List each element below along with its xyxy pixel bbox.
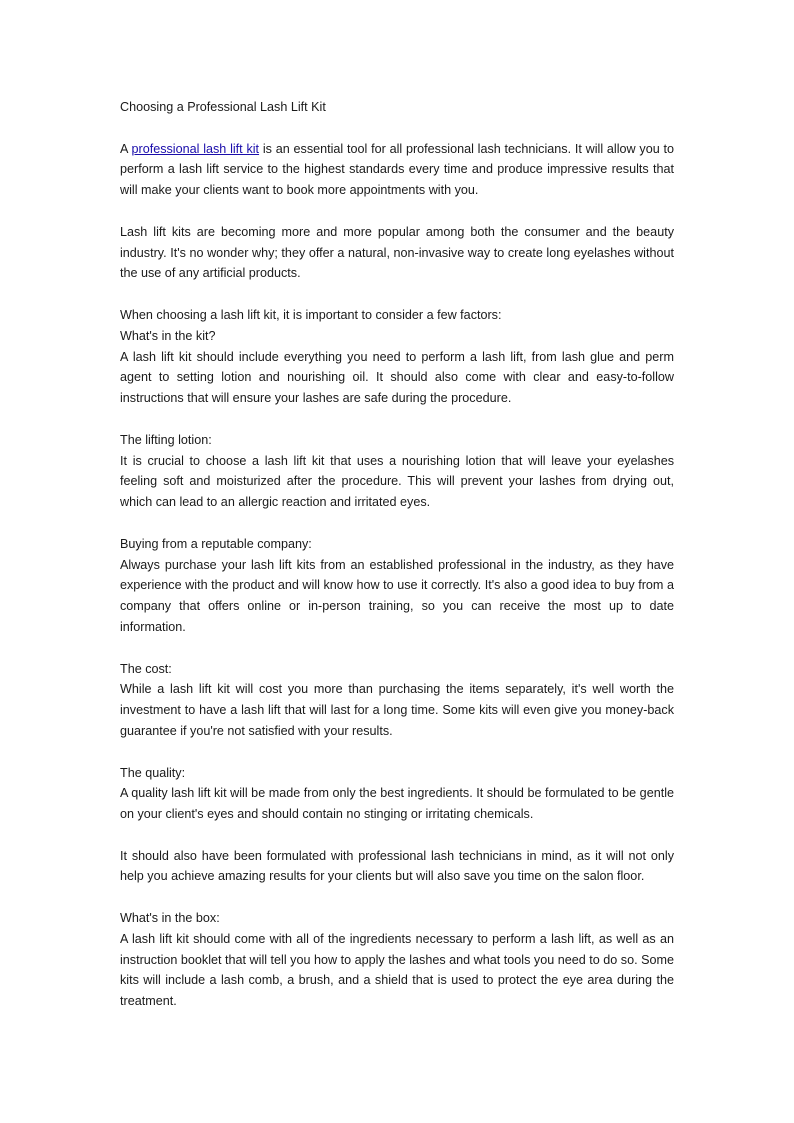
popularity-paragraph: Lash lift kits are becoming more and more popular among both the consumer and the beauty industry. It's no wonder why; they offer a natural, non-invasive way to create long eyelashes without the use of any artificial products.	[120, 224, 674, 281]
section-heading-kit-contents: What's in the kit?	[120, 328, 216, 343]
technicians-paragraph: It should also have been formulated with professional lash technicians in mind, as it will not only help you achieve amazing results for your clients but will also save you time on the salon floor.	[120, 848, 674, 884]
section-heading-reputable-company: Buying from a reputable company:	[120, 536, 312, 551]
spacer	[120, 742, 674, 763]
spacer	[120, 887, 674, 908]
section-body-cost: While a lash lift kit will cost you more than purchasing the items separately, it's well worth the investment to have a lash lift that will last for a long time. Some kits will even give you money-back guarantee if you're not satisfied with your results.	[120, 682, 674, 738]
section-heading-lifting-lotion: The lifting lotion:	[120, 432, 212, 447]
professional-lash-lift-kit-link[interactable]: professional lash lift kit	[131, 141, 260, 156]
section-body-kit-contents: A lash lift kit should include everything you need to perform a lash lift, from lash glue and perm agent to setting lotion and nourishing oil. It should also come with clear and easy-to-follow instructions that will ensure your lashes are safe during the procedure.	[120, 349, 674, 406]
section-heading-cost: The cost:	[120, 661, 172, 676]
spacer	[120, 409, 674, 430]
factors-intro: When choosing a lash lift kit, it is important to consider a few factors:	[120, 307, 502, 322]
spacer	[120, 118, 674, 139]
section-body-lifting-lotion: It is crucial to choose a lash lift kit that uses a nourishing lotion that will leave your eyelashes feeling soft and moisturized after the procedure. This will prevent your lashes from drying out, which can lead to an allergic reaction and irritated eyes.	[120, 453, 674, 510]
section-body-reputable-company: Always purchase your lash lift kits from an established professional in the industry, as they have experience with the product and will know how to use it correctly. It's also a good idea to buy from a company that offers online or in-person training, so you can receive the most up to date information.	[120, 557, 674, 634]
section-heading-quality: The quality:	[120, 765, 186, 780]
spacer	[120, 513, 674, 534]
section-heading-box-contents: What's in the box:	[120, 911, 220, 926]
spacer	[120, 825, 674, 846]
spacer	[120, 201, 674, 222]
document-page	[120, 97, 674, 1012]
section-body-box-contents: A lash lift kit should come with all of the ingredients necessary to perform a lash lift, as well as an instruction booklet that will tell you how to apply the lashes and what tools you need to do so. Some kits will include a lash comb, a brush, and a shield that is used to protect the eye area during the treatment.	[120, 931, 674, 1009]
intro-suffix: is an essential tool for all professional lash technicians. It will allow you to perform a lash lift service to the highest standards every time and produce impressive results that will make your clients want to book more appointments with you.	[120, 141, 674, 198]
document-title: Choosing a Professional Lash Lift Kit	[120, 100, 326, 114]
spacer	[120, 284, 674, 305]
section-body-quality: A quality lash lift kit will be made from only the best ingredients. It should be formulated to be gentle on your client's eyes and should contain no stinging or irritating chemicals.	[120, 786, 674, 822]
spacer	[120, 638, 674, 659]
intro-prefix: A	[120, 141, 132, 156]
intro-paragraph	[120, 139, 674, 201]
